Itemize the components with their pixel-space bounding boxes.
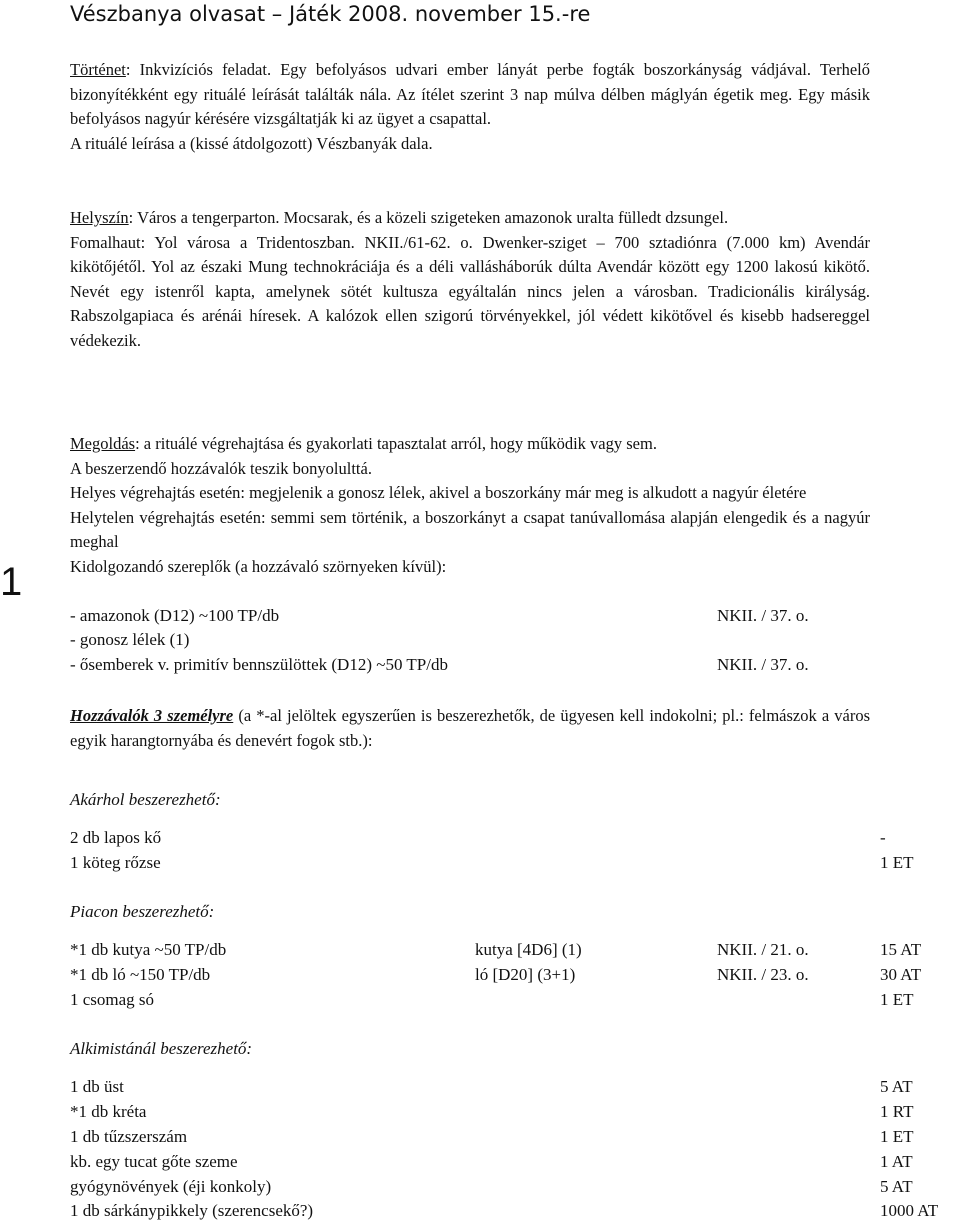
anywhere-heading: Akárhol beszerezhető: [70,790,221,809]
item-price: 1 ET [880,990,914,1009]
character-name: - gonosz lélek (1) [70,630,190,649]
item-name: 1 db tűzszerszám [70,1127,188,1146]
solution-line2: A beszerzendő hozzávalók teszik bonyolulttá. [70,458,372,478]
alchemist-row [70,1175,913,1199]
anywhere-row [70,851,914,875]
market-heading: Piacon beszerezhető: [70,902,215,921]
solution-line3: Helyes végrehajtás esetén: megjelenik a gonosz lélek, akivel a boszorkány már meg is alkudott a nagyúr életére [70,483,807,502]
document-title: Vészbanya olvasat – Játék 2008. november 15.-re [70,2,591,26]
anywhere-row [70,826,886,850]
solution-text: : a rituálé végrehajtása és gyakorlati tapasztalat arról, hogy működik vagy sem. [135,434,657,453]
item-name: *1 db kutya ~50 TP/db [70,940,227,959]
solution-section [70,432,870,579]
item-price: 1000 AT [880,1201,939,1220]
item-stat: kutya [4D6] (1) [475,940,582,959]
character-row [70,653,870,677]
item-price: 1 AT [880,1152,913,1171]
character-ref: NKII. / 37. o. [717,606,809,625]
location-text: : Város a tengerparton. Mocsarak, és a közeli szigeteken amazonok uralta fülledt dzsungel. [128,208,729,227]
item-ref: NKII. / 23. o. [717,965,809,984]
character-row [70,604,870,628]
ingredients-text: (a *-al jelöltek egyszerűen is beszerezhetők, de ügyesen kell indokolni; pl.: felmászok a város egyik harangtornyába és denevért fogok stb.): [70,706,870,750]
market-row [70,988,914,1012]
character-ref: NKII. / 37. o. [717,655,809,674]
item-price: 5 AT [880,1077,913,1096]
item-name: kb. egy tucat gőte szeme [70,1152,238,1171]
item-price: 1 ET [880,853,914,872]
item-stat: ló [D20] (3+1) [475,965,576,984]
ingredients-section [70,704,870,753]
alchemist-row [70,1150,913,1174]
alchemist-heading: Alkimistánál beszerezhető: [70,1039,253,1058]
location-label: Helyszín [70,208,129,227]
item-price: 30 AT [880,965,922,984]
location-fomalhaut: Fomalhaut: Yol városa a Tridentoszban. NKII./61-62. o. Dwenker-sziget – 700 sztadiónra (7.000 km) Avendár kikötőjétől. Yol az északi Mung technokráciája és a déli vallásháborúk dúlta Avendár között egy 1200 lakosú kikötő. Nevét egy istenről kapta, amelynek sötét kultusza egyáltalán nincs jelen a városban. Tradicionális királyság. Rabszolgapiaca és arénái híresek. A kalózok ellen szigorú törvényekkel, jól védett kikötővel és kisebb hadsereggel védekezik. [70,232,870,350]
location-section [70,206,870,353]
item-name: gyógynövények (éji konkoly) [70,1177,272,1196]
item-ref: NKII. / 21. o. [717,940,809,959]
story-section [70,58,870,156]
character-name: - ősemberek v. primitív bennszülöttek (D12) ~50 TP/db [70,655,448,674]
item-price: 15 AT [880,940,922,959]
item-name: 2 db lapos kő [70,828,162,847]
market-row [70,938,922,962]
item-price: 1 ET [880,1127,914,1146]
item-name: 1 köteg rőzse [70,853,161,872]
solution-label: Megoldás [70,434,136,453]
story-text: : Inkvizíciós feladat. Egy befolyásos udvari ember lányát perbe fogták boszorkányság vádjával. Terhelő bizonyítékként egy rituálé leírását találták nála. Az ítélet szerint 3 nap múlva délben máglyán égetik meg. Egy másik befolyásos nagyúr kérésére vizsgáltatják ki az ügyet a csapattal. [70,60,870,128]
solution-line4: Helytelen végrehajtás esetén: semmi sem történik, a boszorkányt a csapat tanúvallomása alapján elengedik és a nagyúr meghal [70,507,870,551]
market-row [70,963,922,987]
item-name: *1 db kréta [70,1102,147,1121]
alchemist-row [70,1125,914,1149]
item-name: 1 csomag só [70,990,155,1009]
alchemist-row [70,1100,914,1124]
story-label: Történet [70,60,126,79]
solution-line5: Kidolgozandó szereplők (a hozzávaló szörnyeken kívül): [70,556,447,576]
item-name: 1 db sárkánypikkely (szerencsekő?) [70,1201,314,1220]
item-price: 1 RT [880,1102,914,1121]
page-number: 1 [0,560,23,604]
character-name: - amazonok (D12) ~100 TP/db [70,606,280,625]
item-name: 1 db üst [70,1077,124,1096]
character-row [70,628,870,652]
alchemist-row [70,1075,913,1099]
alchemist-row [70,1199,939,1223]
item-price: - [880,828,886,847]
item-price: 5 AT [880,1177,913,1196]
ingredients-heading: Hozzávalók 3 személyre [70,706,234,725]
item-name: *1 db ló ~150 TP/db [70,965,211,984]
story-line2: A rituálé leírása a (kissé átdolgozott) Vészbanyák dala. [70,133,433,153]
